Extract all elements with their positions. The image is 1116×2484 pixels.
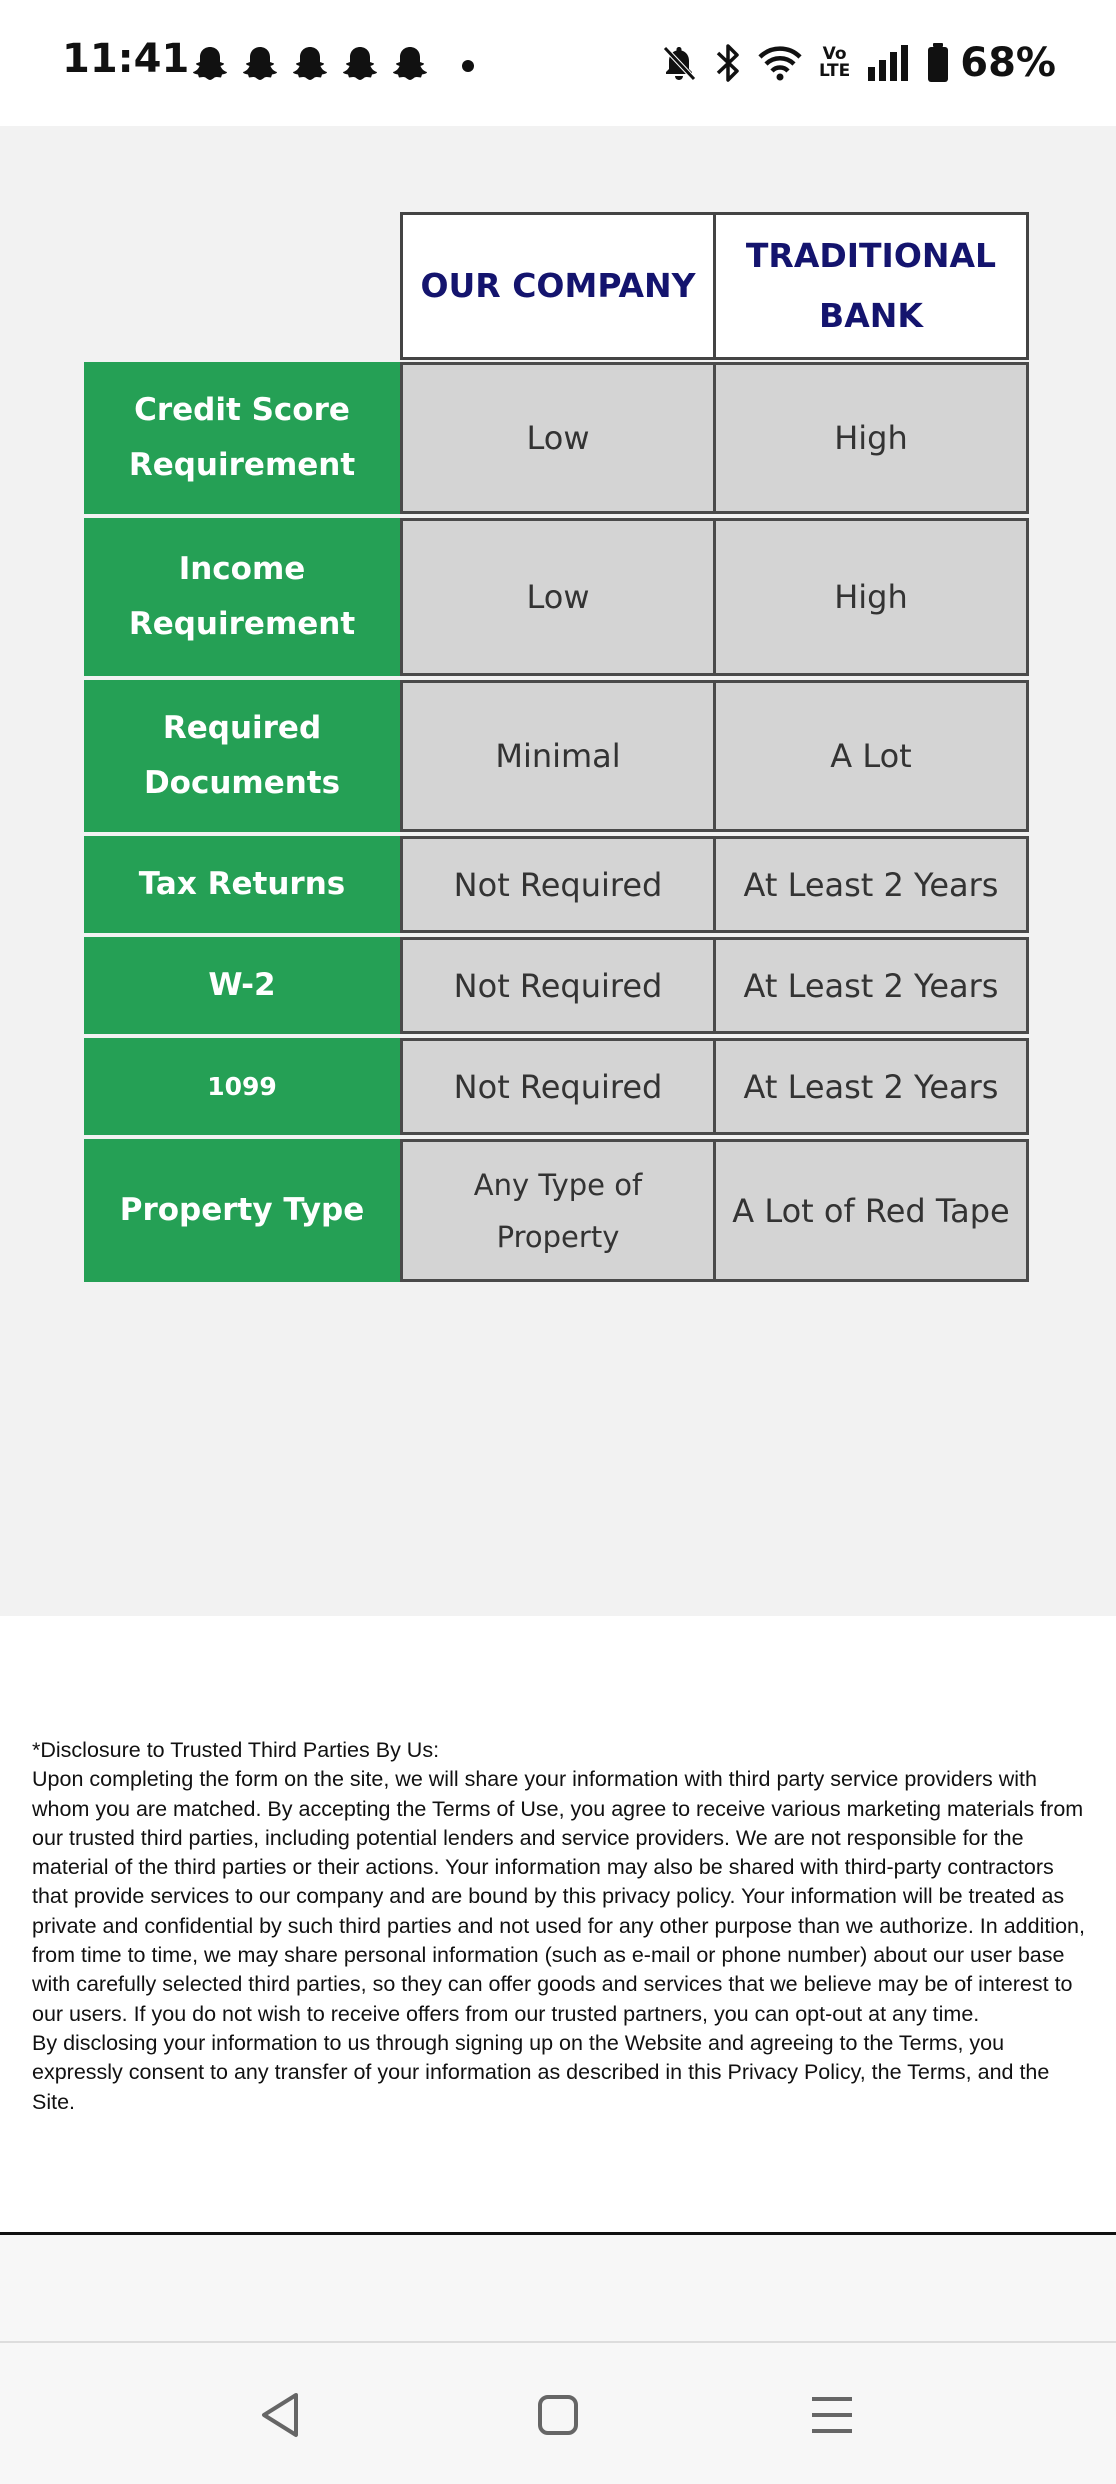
table-row: [84, 362, 1029, 514]
snapchat-icon: [340, 44, 380, 84]
recents-button[interactable]: [806, 2389, 858, 2441]
our-company-value: Low: [400, 362, 716, 514]
disclosure-paragraph: By disclosing your information to us through signing up on the Website and agreeing to the Terms, you expressly consent to any transfer of your information as described in this Privacy Policy, the Terms, and the Site.: [32, 2030, 1050, 2114]
notification-icons: [190, 44, 430, 84]
table-row: [84, 680, 1029, 832]
volte-icon: [819, 46, 850, 80]
snapchat-icon: [190, 44, 230, 84]
snapchat-icon: [390, 44, 430, 84]
traditional-bank-value: At Least 2 Years: [713, 937, 1029, 1034]
bluetooth-icon: [715, 42, 741, 84]
volte-bottom-label: LTE: [819, 61, 851, 81]
status-icons: [659, 40, 1056, 86]
our-company-value: Minimal: [400, 680, 716, 832]
table-row: [84, 937, 1029, 1034]
table-row: [84, 1139, 1029, 1282]
disclosure-paragraph: Upon completing the form on the site, we will share your information with third party service providers with whom you are matched. By accepting the Terms of Use, you agree to receive various marketing materials from our trusted third parties, including potential lenders and service providers. We are not responsible for the material of the third parties or their actions. Your information may also be shared with third-party contractors that provide services to our company and are bound by this privacy policy. Your information will be treated as private and confidential by such third parties and not used for any other purpose than we authorize. In addition, from time to time, we may share personal information (such as e-mail or phone number) about our user base with carefully selected third parties, so they can offer goods and services that we believe may be of interest to our users. If you do not wish to receive offers from our trusted partners, you can opt-out at any time.: [32, 1767, 1085, 2026]
home-icon: [537, 2394, 579, 2436]
our-company-value: Not Required: [400, 1038, 716, 1135]
back-button[interactable]: [254, 2389, 306, 2441]
our-company-value: Low: [400, 518, 716, 676]
home-button[interactable]: [532, 2389, 584, 2441]
our-company-value: Not Required: [400, 937, 716, 1034]
table-header-row: [84, 212, 1029, 358]
table-row: [84, 1038, 1029, 1135]
disclosure-text: [32, 1736, 1087, 2117]
table-header-empty: [84, 212, 400, 358]
mute-bell-icon: [659, 43, 699, 83]
row-label: Income Requirement: [84, 518, 400, 676]
more-notifications-dot: [462, 60, 474, 72]
status-bar: [0, 0, 1116, 126]
page-bottom-area: [0, 2235, 1116, 2343]
signal-icon: [866, 43, 910, 83]
battery-icon: [926, 42, 950, 84]
our-company-value: Any Type of Property: [400, 1139, 716, 1282]
comparison-table-section: [0, 126, 1116, 1616]
our-company-value: Not Required: [400, 836, 716, 933]
battery-percent: 68%: [960, 40, 1056, 86]
traditional-bank-value: High: [713, 362, 1029, 514]
row-label: Tax Returns: [84, 836, 400, 933]
traditional-bank-value: At Least 2 Years: [713, 1038, 1029, 1135]
column-header-our-company: OUR COMPANY: [400, 212, 716, 360]
row-label: Property Type: [84, 1139, 400, 1282]
traditional-bank-value: A Lot: [713, 680, 1029, 832]
back-icon: [258, 2391, 302, 2439]
column-header-traditional-bank: TRADITIONAL BANK: [713, 212, 1029, 360]
volte-top-label: Vo: [822, 44, 847, 64]
row-label: Required Documents: [84, 680, 400, 832]
snapchat-icon: [290, 44, 330, 84]
traditional-bank-value: A Lot of Red Tape: [713, 1139, 1029, 1282]
table-row: [84, 836, 1029, 933]
recents-menu-icon: [810, 2394, 854, 2436]
row-label: 1099: [84, 1038, 400, 1135]
disclosure-heading: *Disclosure to Trusted Third Parties By Us:: [32, 1738, 440, 1762]
comparison-table: [84, 212, 1029, 1282]
navigation-bar: [0, 2343, 1116, 2484]
status-time: 11:41: [62, 36, 190, 82]
traditional-bank-value: At Least 2 Years: [713, 836, 1029, 933]
row-label: Credit Score Requirement: [84, 362, 400, 514]
wifi-icon: [757, 43, 803, 83]
table-row: [84, 518, 1029, 676]
traditional-bank-value: High: [713, 518, 1029, 676]
row-label: W-2: [84, 937, 400, 1034]
snapchat-icon: [240, 44, 280, 84]
